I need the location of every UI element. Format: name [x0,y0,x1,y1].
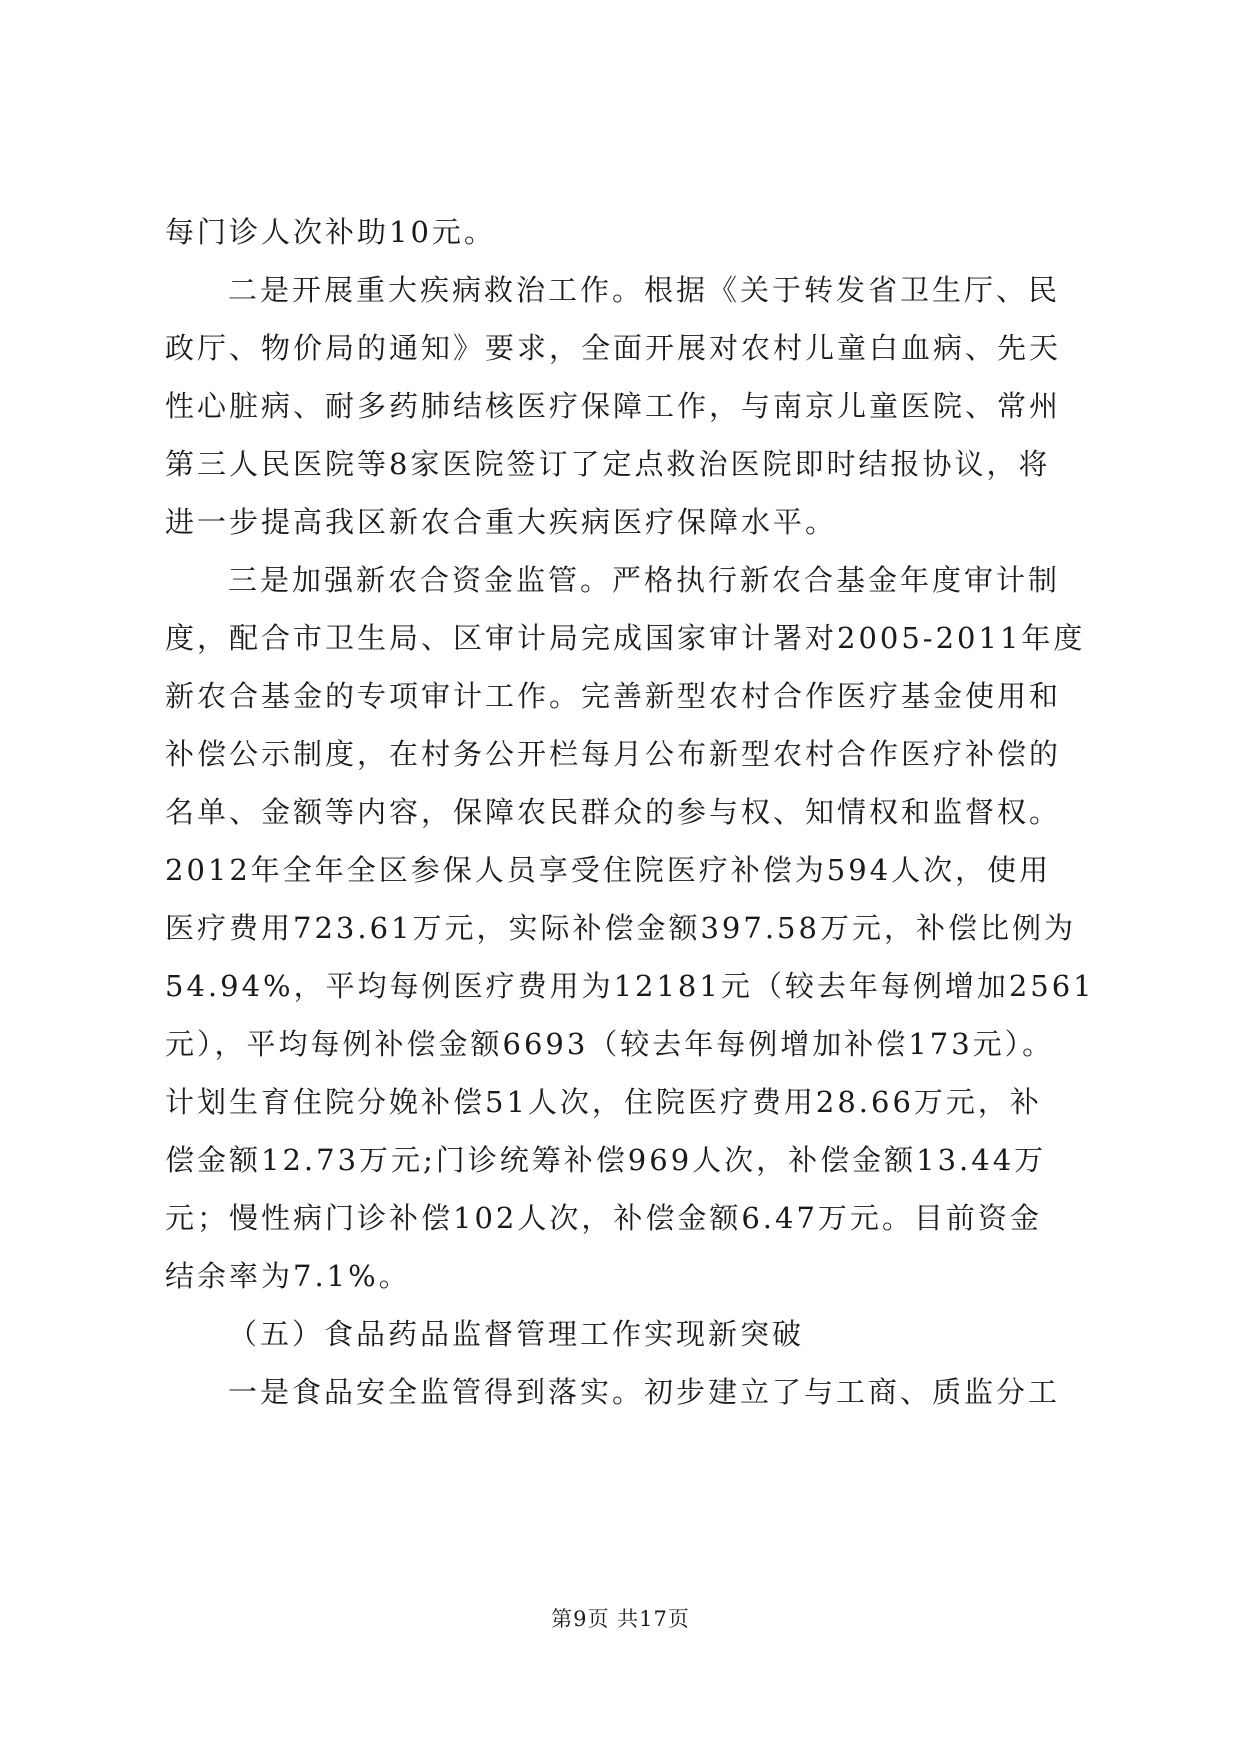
paragraph-line: 元；慢性病门诊补偿102人次，补偿金额6.47万元。目前资金 [165,1201,1042,1235]
paragraph-line: 54.94%，平均每例医疗费用为12181元（较去年每例增加2561 [165,969,1095,1003]
paragraph-line: 医疗费用723.61万元，实际补偿金额397.58万元，补偿比例为 [165,911,1076,945]
paragraph-line: 偿金额12.73万元;门诊统筹补偿969人次，补偿金额13.44万 [165,1143,1047,1177]
paragraph-line: 元），平均每例补偿金额6693（较去年每例增加补偿173元）。 [165,1027,1055,1061]
paragraph-line: 名单、金额等内容，保障农民群众的参与权、知情权和监督权。 [165,795,1062,829]
page-number-footer: 第9页 共17页 [551,1607,690,1631]
paragraph-line: 第三人民医院等8家医院签订了定点救治医院即时结报协议，将 [165,447,1051,481]
paragraph-line: 计划生育住院分娩补偿51人次，住院医疗费用28.66万元，补 [165,1085,1042,1119]
paragraph-line: 性心脏病、耐多药肺结核医疗保障工作，与南京儿童医院、常州 [165,389,1062,423]
paragraph-line: 三是加强新农合资金监管。严格执行新农合基金年度审计制 [228,563,1061,597]
paragraph-line: 度，配合市卫生局、区审计局完成国家审计署对2005-2011年度 [165,621,1086,655]
paragraph-line: 结余率为7.1%。 [165,1259,411,1293]
paragraph-line: 新农合基金的专项审计工作。完善新型农村合作医疗基金使用和 [165,679,1062,713]
paragraph-line: 每门诊人次补助10元。 [165,215,496,249]
paragraph-line: 进一步提高我区新农合重大疾病医疗保障水平。 [165,505,838,539]
paragraph-line: 一是食品安全监管得到落实。初步建立了与工商、质监分工 [228,1375,1061,1409]
paragraph-line: 2012年全年全区参保人员享受住院医疗补偿为594人次，使用 [165,853,1052,887]
section-heading: （五）食品药品监督管理工作实现新突破 [228,1317,805,1351]
paragraph-line: 政厅、物价局的通知》要求，全面开展对农村儿童白血病、先天 [165,331,1062,365]
paragraph-line: 补偿公示制度，在村务公开栏每月公布新型农村合作医疗补偿的 [165,737,1062,771]
paragraph-line: 二是开展重大疾病救治工作。根据《关于转发省卫生厅、民 [228,273,1061,307]
